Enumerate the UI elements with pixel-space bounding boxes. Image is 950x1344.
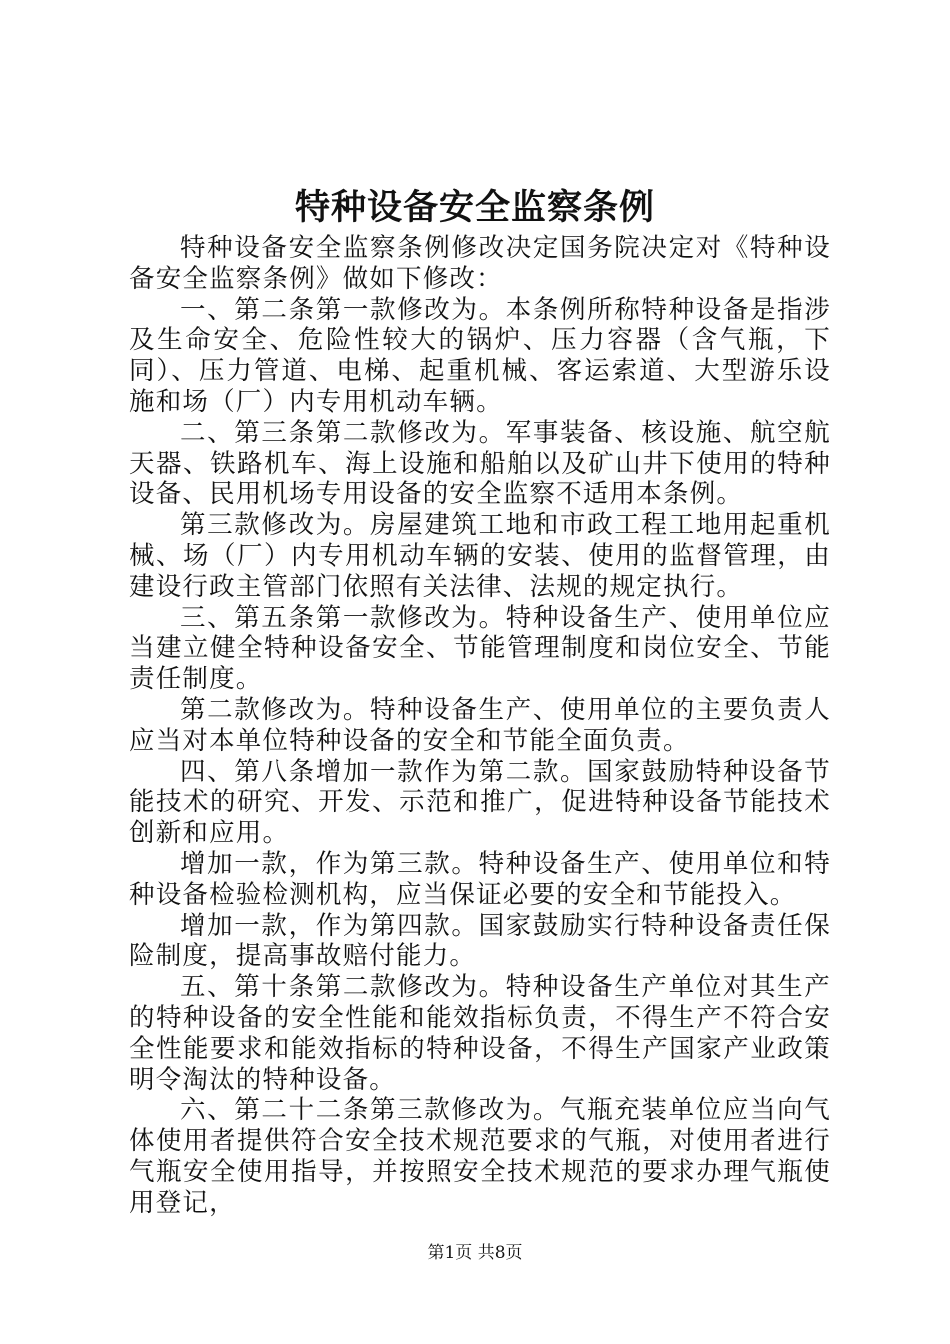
page-number-footer: 第1页 共8页 [427, 1243, 523, 1263]
document-title: 特种设备安全监察条例 [294, 187, 655, 228]
paragraph: 五、第十条第二款修改为。特种设备生产单位对其生产的特种设备的安全性能和能效指标负责，不得生产不符合安全性能要求和能效指标的特种设备，不得生产国家产业政策明令淘汰的特种设备。 [129, 972, 831, 1095]
paragraph: 三、第五条第一款修改为。特种设备生产、使用单位应当建立健全特种设备安全、节能管理制度和岗位安全、节能责任制度。 [129, 602, 831, 695]
paragraph: 二、第三条第二款修改为。军事装备、核设施、航空航天器、铁路机车、海上设施和船舶以及矿山井下使用的特种设备、民用机场专用设备的安全监察不适用本条例。 [129, 417, 831, 510]
document-body [129, 233, 831, 1219]
paragraph: 四、第八条增加一款作为第二款。国家鼓励特种设备节能技术的研究、开发、示范和推广，促进特种设备节能技术创新和应用。 [129, 756, 831, 849]
paragraph: 增加一款，作为第三款。特种设备生产、使用单位和特种设备检验检测机构，应当保证必要的安全和节能投入。 [129, 848, 831, 910]
paragraph: 六、第二十二条第三款修改为。气瓶充装单位应当向气体使用者提供符合安全技术规范要求的气瓶，对使用者进行气瓶安全使用指导，并按照安全技术规范的要求办理气瓶使用登记， [129, 1095, 831, 1218]
paragraph: 增加一款，作为第四款。国家鼓励实行特种设备责任保险制度，提高事故赔付能力。 [129, 910, 831, 972]
paragraph: 特种设备安全监察条例修改决定国务院决定对《特种设备安全监察条例》做如下修改： [129, 233, 831, 294]
paragraph: 第三款修改为。房屋建筑工地和市政工程工地用起重机械、场（厂）内专用机动车辆的安装、使用的监督管理，由建设行政主管部门依照有关法律、法规的规定执行。 [129, 510, 831, 602]
paragraph: 一、第二条第一款修改为。本条例所称特种设备是指涉及生命安全、危险性较大的锅炉、压力容器（含气瓶，下同）、压力管道、电梯、起重机械、客运索道、大型游乐设施和场（厂）内专用机动车辆。 [129, 294, 831, 417]
paragraph: 第二款修改为。特种设备生产、使用单位的主要负责人应当对本单位特种设备的安全和节能全面负责。 [129, 694, 831, 756]
